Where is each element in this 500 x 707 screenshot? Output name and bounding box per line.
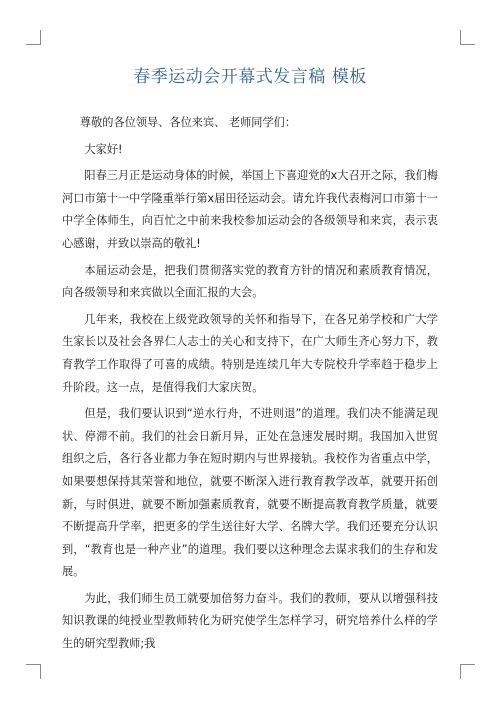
- crop-mark-bottom-left: [26, 664, 41, 679]
- crop-mark-top-right: [460, 30, 475, 45]
- document-title: 春季运动会开幕式发言稿 模板: [133, 67, 367, 87]
- paragraph: 为此，我们师生员工就要加倍努力奋斗。我们的教师，要从以增强科技知识教课的纯授业型教师转化为研究使学生怎样学习，研究培养什么样的学生的研究型教师;我: [62, 591, 438, 651]
- paragraph: 本届运动会是，把我们贯彻落实党的教育方针的情况和素质教育情况，向各级领导和来宾做以全面汇报的大会。: [62, 263, 438, 300]
- paragraph-greeting: 大家好!: [84, 142, 123, 156]
- paragraph-salutation: 尊敬的各位领导、各位来宾、 老师同学们：: [79, 116, 297, 129]
- paragraph: 几年来，我校在上级党政领导的关怀和指导下，在各兄弟学校和广大学生家长以及社会各界仁人志士的关心和支持下，在广大师生齐心努力下，教育教学工作取得了可喜的成绩。特别是连续几年大专院校升学率趋于稳步上升阶段。这一点，是值得我们大家庆贺。: [62, 312, 438, 394]
- document-body: [62, 112, 438, 660]
- paragraph: 但是，我们要认识到“逆水行舟，不进则退”的道理。我们决不能满足现状、停滞不前。我们的社会日新月异，正处在急速发展时期。我国加入世贸组织之后，各行各业都力争在短时期内与世界接轨。我校作为省重点中学，如果要想保持其荣誉和地位，就要不断深入进行教育教学改革，就要开拓创新，与时俱进，就要不断加强素质教育，就要不断提高教育教学质量，就要不断提高升学率，把更多的学生送往好大学、名牌大学。我们还要充分认识到，“教育也是一种产业”的道理。我们要以这种理念去谋求我们的生存和发展。: [62, 407, 438, 579]
- crop-mark-top-left: [26, 30, 41, 45]
- crop-mark-bottom-right: [460, 664, 475, 679]
- paragraph: 阳春三月正是运动身体的时候，举国上下喜迎党的x大召开之际，我们梅河口市第十一中学隆重举行第x届田径运动会。请允许我代表梅河口市第十一中学全体师生，向百忙之中前来我校参加运动会的各级领导和来宾，表示衷心感谢，并致以崇高的敬礼!: [62, 169, 438, 250]
